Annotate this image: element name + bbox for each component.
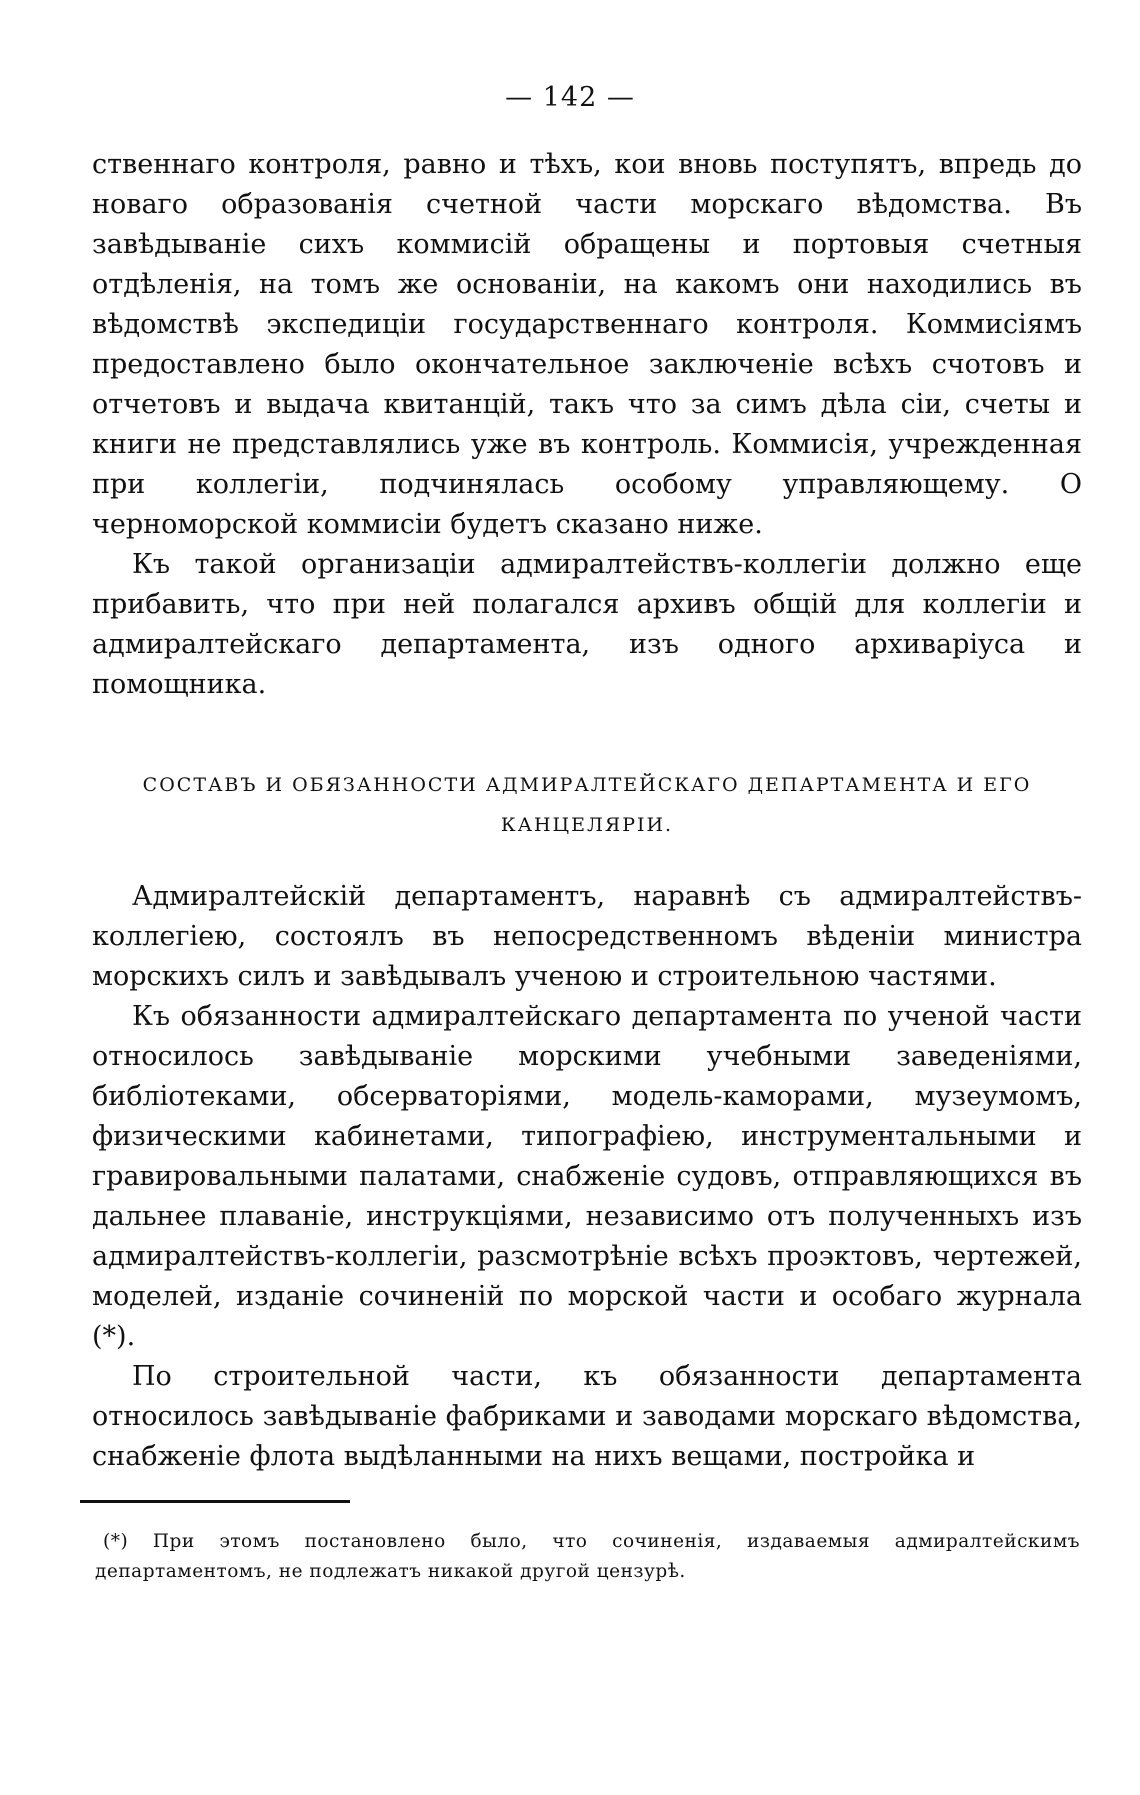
paragraph-archive: Къ такой организаціи адмиралтействъ-коллегіи должно еще прибавить, что при ней полагался архивъ общій для коллегіи и адмиралтейскаго департамента, изъ одного архиваріуса и помощника.: [92, 549, 1082, 700]
page-number: — 142 —: [505, 82, 635, 113]
section-heading-line-2: КАНЦЕЛЯРІИ.: [500, 814, 674, 836]
footnote: (*) При этомъ постановлено было, что сочиненія, издаваемыя адмиралтейскимъ департаментомъ, не подлежатъ никакой другой цензурѣ.: [95, 1531, 1080, 1582]
footnote-divider: [80, 1500, 350, 1503]
section-heading-line-1: СОСТАВЪ И ОБЯЗАННОСТИ АДМИРАЛТЕЙСКАГО ДЕПАРТАМЕНТА И ЕГО: [142, 774, 1032, 796]
paragraph-continued: ственнаго контроля, равно и тѣхъ, кои вновь поступятъ, впредь до новаго образованія счетной части морскаго вѣдомства. Въ завѣдываніе сихъ коммисій обращены и портовыя счетныя отдѣленія, на томъ же основаніи, на какомъ они находились въ вѣдомствѣ экспедиціи государственнаго контроля. Коммисіямъ предоставлено было окончательное заключеніе всѣхъ счотовъ и отчетовъ и выдача квитанцій, такъ что за симъ дѣла сіи, счеты и книги не представлялись уже въ контроль. Коммисія, учрежденная при коллегіи, подчинялась особому управляющему. О черноморской коммисіи будетъ сказано ниже.: [92, 149, 1082, 540]
paragraph-construction-duties: По строительной части, къ обязанности департамента относилось завѣдываніе фабриками и заводами морскаго вѣдомства, снабженіе флота выдѣланными на нихъ вещами, постройка и: [92, 1361, 1082, 1472]
text-block-top: [92, 145, 1082, 705]
paragraph-department: Адмиралтейскій департаментъ, наравнѣ съ адмиралтействъ-коллегіею, состоялъ въ непосредственномъ вѣденіи министра морскихъ силъ и завѣдывалъ ученою и строительною частями.: [92, 881, 1082, 992]
section-heading: [92, 765, 1082, 845]
text-block-bottom: [92, 877, 1082, 1477]
paragraph-scholarly-duties: Къ обязанности адмиралтейскаго департамента по ученой части относилось завѣдываніе морскими учебными заведеніями, библіотеками, обсерваторіями, модель-каморами, музеумомъ, физическими кабинетами, типографіею, инструментальными и гравировальными палатами, снабженіе судовъ, отправляющихся въ дальнее плаваніе, инструкціями, независимо отъ полученныхъ изъ адмиралтействъ-коллегіи, разсмотрѣніе всѣхъ проэктовъ, чертежей, моделей, изданіе сочиненій по морской части и особаго журнала (*).: [92, 1001, 1082, 1352]
